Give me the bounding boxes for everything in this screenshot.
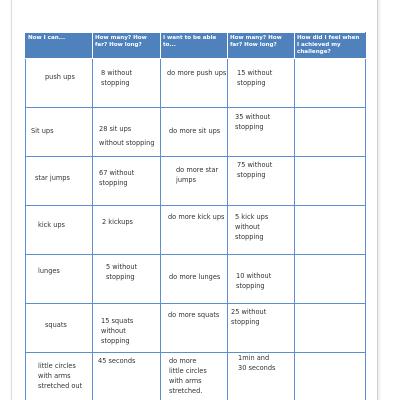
cell-text: 2 kickups: [102, 218, 133, 226]
cell-text: 8 without stopping: [101, 69, 133, 87]
table-cell: [228, 255, 295, 304]
header-how-did-i-feel: How did I feel when I achieved my challenge?: [295, 33, 366, 59]
cell-text: 10 without stopping: [236, 272, 272, 290]
cell-text: do more push ups: [167, 69, 227, 77]
cell-text: 75 without stopping: [237, 161, 273, 179]
table-cell: [228, 353, 295, 400]
header-row: [26, 33, 366, 59]
table-cell: [228, 304, 295, 353]
table-cell: [161, 108, 228, 157]
cell-text: do more lunges: [169, 273, 221, 281]
table-cell: [228, 59, 295, 108]
header-how-many-current: How many? How far? How long?: [93, 33, 161, 59]
table-cell: [161, 59, 228, 108]
table-cell: [26, 206, 93, 255]
table-row: [26, 59, 366, 108]
cell-text: do more star jumps: [176, 166, 219, 184]
table-cell: [161, 206, 228, 255]
cell-text: do more sit ups: [169, 127, 221, 135]
table-cell: [93, 255, 161, 304]
table-row: [26, 157, 366, 206]
table-cell: [26, 255, 93, 304]
cell-text: 45 seconds: [98, 357, 136, 365]
cell-text: 25 without stopping: [231, 308, 267, 326]
cell-text: do more little circles with arms stretched.: [169, 357, 207, 395]
table-cell: [93, 157, 161, 206]
cell-text: 35 without stopping: [235, 113, 271, 131]
cell-text: push ups: [45, 73, 75, 81]
cell-text: 15 without stopping: [237, 69, 273, 87]
table-cell: [26, 108, 93, 157]
table-cell-feeling[interactable]: [295, 108, 366, 157]
cell-text: lunges: [38, 267, 60, 275]
table-cell: [93, 108, 161, 157]
table-cell: [26, 353, 93, 400]
table-cell-feeling[interactable]: [295, 157, 366, 206]
table-cell: [161, 304, 228, 353]
cell-text: squats: [45, 321, 67, 329]
table-cell: [161, 353, 228, 400]
cell-text: Sit ups: [31, 127, 54, 135]
header-now-i-can: Now I can...: [26, 33, 93, 59]
cell-text: 1min and 30 seconds: [238, 354, 276, 372]
table-cell: [93, 304, 161, 353]
cell-text: 15 squats without stopping: [101, 317, 134, 345]
table-cell: [93, 59, 161, 108]
table-cell-feeling[interactable]: [295, 255, 366, 304]
cell-text: do more kick ups: [168, 213, 225, 221]
table-cell: [228, 108, 295, 157]
table-cell: [161, 255, 228, 304]
cell-text: kick ups: [38, 221, 65, 229]
table-cell-feeling[interactable]: [295, 353, 366, 400]
table-cell: [93, 353, 161, 400]
table-cell-feeling[interactable]: [295, 304, 366, 353]
table-cell: [26, 304, 93, 353]
cell-text: 67 without stopping: [99, 169, 135, 187]
table-row: [26, 304, 366, 353]
cell-text: 5 kick ups without stopping: [235, 213, 269, 241]
challenge-table: [25, 32, 366, 400]
table-row: [26, 353, 366, 400]
cell-text: 28 sit ups without stopping: [99, 125, 155, 147]
cell-text: little circles with arms stretched out: [38, 362, 83, 390]
table-cell: [228, 157, 295, 206]
table-cell-feeling[interactable]: [295, 206, 366, 255]
cell-text: 5 without stopping: [106, 263, 138, 281]
table-cell: [26, 157, 93, 206]
table-cell: [228, 206, 295, 255]
table-cell: [161, 157, 228, 206]
table-cell-feeling[interactable]: [295, 59, 366, 108]
table-row: [26, 206, 366, 255]
cell-text: star jumps: [35, 174, 70, 182]
cell-text: do more squats: [168, 311, 220, 319]
header-how-many-target: How many? How far? How long?: [228, 33, 295, 59]
header-want-to-be-able: I want to be able to...: [161, 33, 228, 59]
table-cell: [93, 206, 161, 255]
table-row: [26, 255, 366, 304]
table-row: [26, 108, 366, 157]
table-cell: [26, 59, 93, 108]
